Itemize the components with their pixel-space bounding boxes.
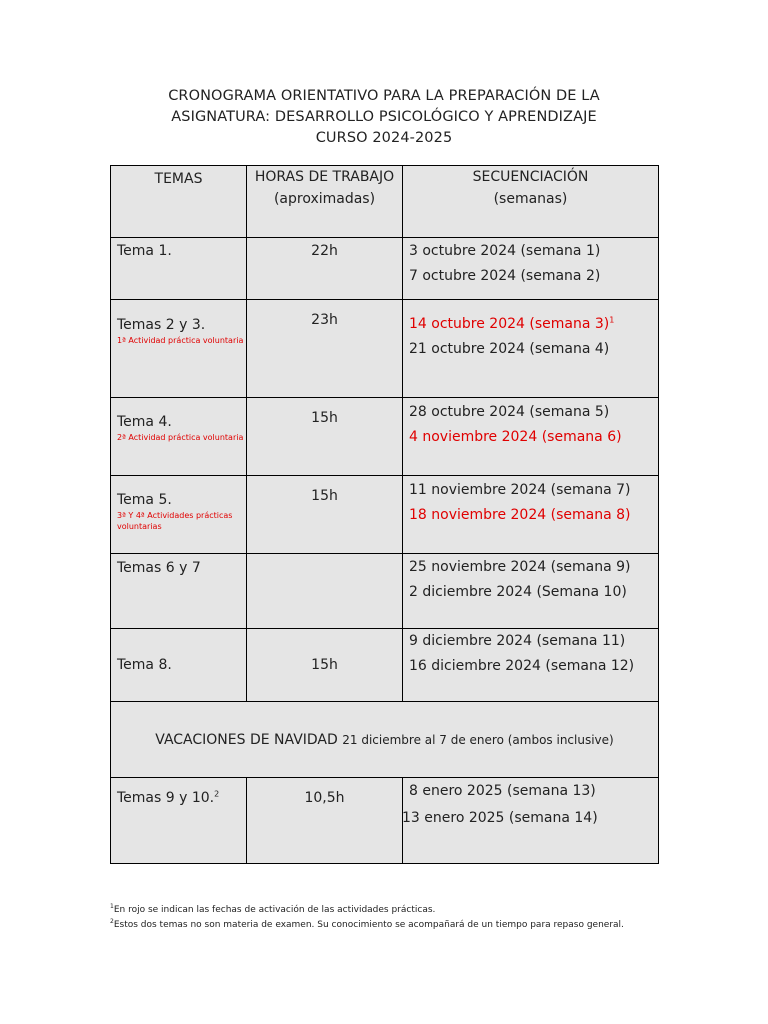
date-entry: 2 diciembre 2024 (Semana 10)	[409, 584, 627, 600]
topic-label: Temas 9 y 10.$^2$	[117, 789, 220, 806]
topic-cell	[111, 476, 247, 554]
table-row	[111, 398, 659, 476]
date-entry: 8 enero 2025 (semana 13)	[409, 783, 596, 799]
footnote-ref: 1	[609, 315, 615, 325]
header-topics-label: TEMAS	[154, 171, 203, 187]
date-entry: 3 octubre 2024 (semana 1)	[409, 243, 601, 259]
document-title	[0, 86, 768, 149]
date-entry: 13 enero 2025 (semana 14)	[402, 810, 598, 826]
footnote-1: $^1$En rojo se indican las fechas de activación de las actividades prácticas.	[110, 903, 436, 915]
hours-value: 22h	[311, 243, 338, 259]
topic-label: Tema 8.	[117, 657, 172, 673]
topic-label: Temas 6 y 7	[117, 560, 201, 576]
date-entry: 28 octubre 2024 (semana 5)	[409, 404, 610, 420]
table-row	[111, 629, 659, 702]
dates-cell	[403, 238, 659, 300]
vacation-cell	[111, 702, 659, 778]
dates-cell	[403, 300, 659, 398]
table-row	[111, 238, 659, 300]
date-entry-highlighted: 14 octubre 2024 (semana 3)$^1$	[409, 315, 615, 332]
topic-cell	[111, 554, 247, 629]
topic-label: Temas 2 y 3.	[117, 317, 206, 333]
vacation-row	[111, 702, 659, 778]
dates-cell	[403, 398, 659, 476]
footnote-2: $^2$Estos dos temas no son materia de examen. Su conocimiento se acompañará de un tiempo para repaso general.	[110, 918, 624, 930]
topic-label: Tema 1.	[117, 243, 172, 259]
hours-value: 15h	[311, 488, 338, 504]
date-entry-highlighted: 18 noviembre 2024 (semana 8)	[409, 507, 631, 523]
vacation-dates: 21 diciembre al 7 de enero (ambos inclusive)	[342, 732, 614, 747]
vacation-title: VACACIONES DE NAVIDAD	[155, 731, 338, 748]
hours-cell	[247, 554, 403, 629]
dates-cell	[403, 554, 659, 629]
header-hours	[247, 166, 403, 238]
topic-label: Tema 5.	[117, 492, 172, 508]
activity-note: 3ª Y 4ª Actividades prácticas voluntarias	[117, 511, 233, 531]
hours-value: 15h	[311, 410, 338, 426]
header-sequence	[403, 166, 659, 238]
date-entry: 16 diciembre 2024 (semana 12)	[409, 658, 635, 674]
hours-cell	[247, 398, 403, 476]
schedule-table	[110, 165, 659, 864]
hours-value: 15h	[311, 657, 338, 673]
dates-cell	[403, 629, 659, 702]
dates-cell	[403, 476, 659, 554]
hours-cell	[247, 300, 403, 398]
topic-cell	[111, 778, 247, 864]
header-sequence-sublabel: (semanas)	[493, 191, 568, 207]
date-entry: 7 octubre 2024 (semana 2)	[409, 268, 601, 284]
topic-cell	[111, 300, 247, 398]
activity-note: 1ª Actividad práctica voluntaria	[117, 336, 244, 345]
title-line-1: CRONOGRAMA ORIENTATIVO PARA LA PREPARACIÓN DE LA	[168, 88, 600, 104]
date-entry: 21 octubre 2024 (semana 4)	[409, 341, 610, 357]
date-entry-highlighted: 4 noviembre 2024 (semana 6)	[409, 429, 622, 445]
footnote-ref: 2	[214, 789, 220, 799]
header-hours-label: HORAS DE TRABAJO	[254, 169, 395, 185]
hours-value: 10,5h	[304, 790, 345, 806]
hours-cell	[247, 778, 403, 864]
title-line-2: ASIGNATURA: DESARROLLO PSICOLÓGICO Y APRENDIZAJE	[171, 109, 597, 125]
header-sequence-label: SECUENCIACIÓN	[472, 169, 589, 185]
topic-cell	[111, 398, 247, 476]
table-row	[111, 554, 659, 629]
hours-value: 23h	[311, 312, 338, 328]
footnotes	[110, 903, 624, 933]
topic-cell	[111, 629, 247, 702]
date-entry: 25 noviembre 2024 (semana 9)	[409, 559, 631, 575]
header-topics	[111, 166, 247, 238]
dates-cell	[403, 778, 659, 864]
table-row	[111, 476, 659, 554]
table-row	[111, 300, 659, 398]
hours-cell	[247, 238, 403, 300]
hours-cell	[247, 629, 403, 702]
activity-note: 2ª Actividad práctica voluntaria	[117, 433, 244, 442]
hours-value	[247, 554, 402, 560]
topic-cell	[111, 238, 247, 300]
table-row	[111, 778, 659, 864]
topic-label: Tema 4.	[117, 414, 172, 430]
header-row	[111, 166, 659, 238]
header-hours-sublabel: (aproximadas)	[273, 191, 376, 207]
date-entry: 11 noviembre 2024 (semana 7)	[409, 482, 631, 498]
title-line-3: CURSO 2024-2025	[315, 130, 453, 146]
hours-cell	[247, 476, 403, 554]
date-entry: 9 diciembre 2024 (semana 11)	[409, 633, 626, 649]
